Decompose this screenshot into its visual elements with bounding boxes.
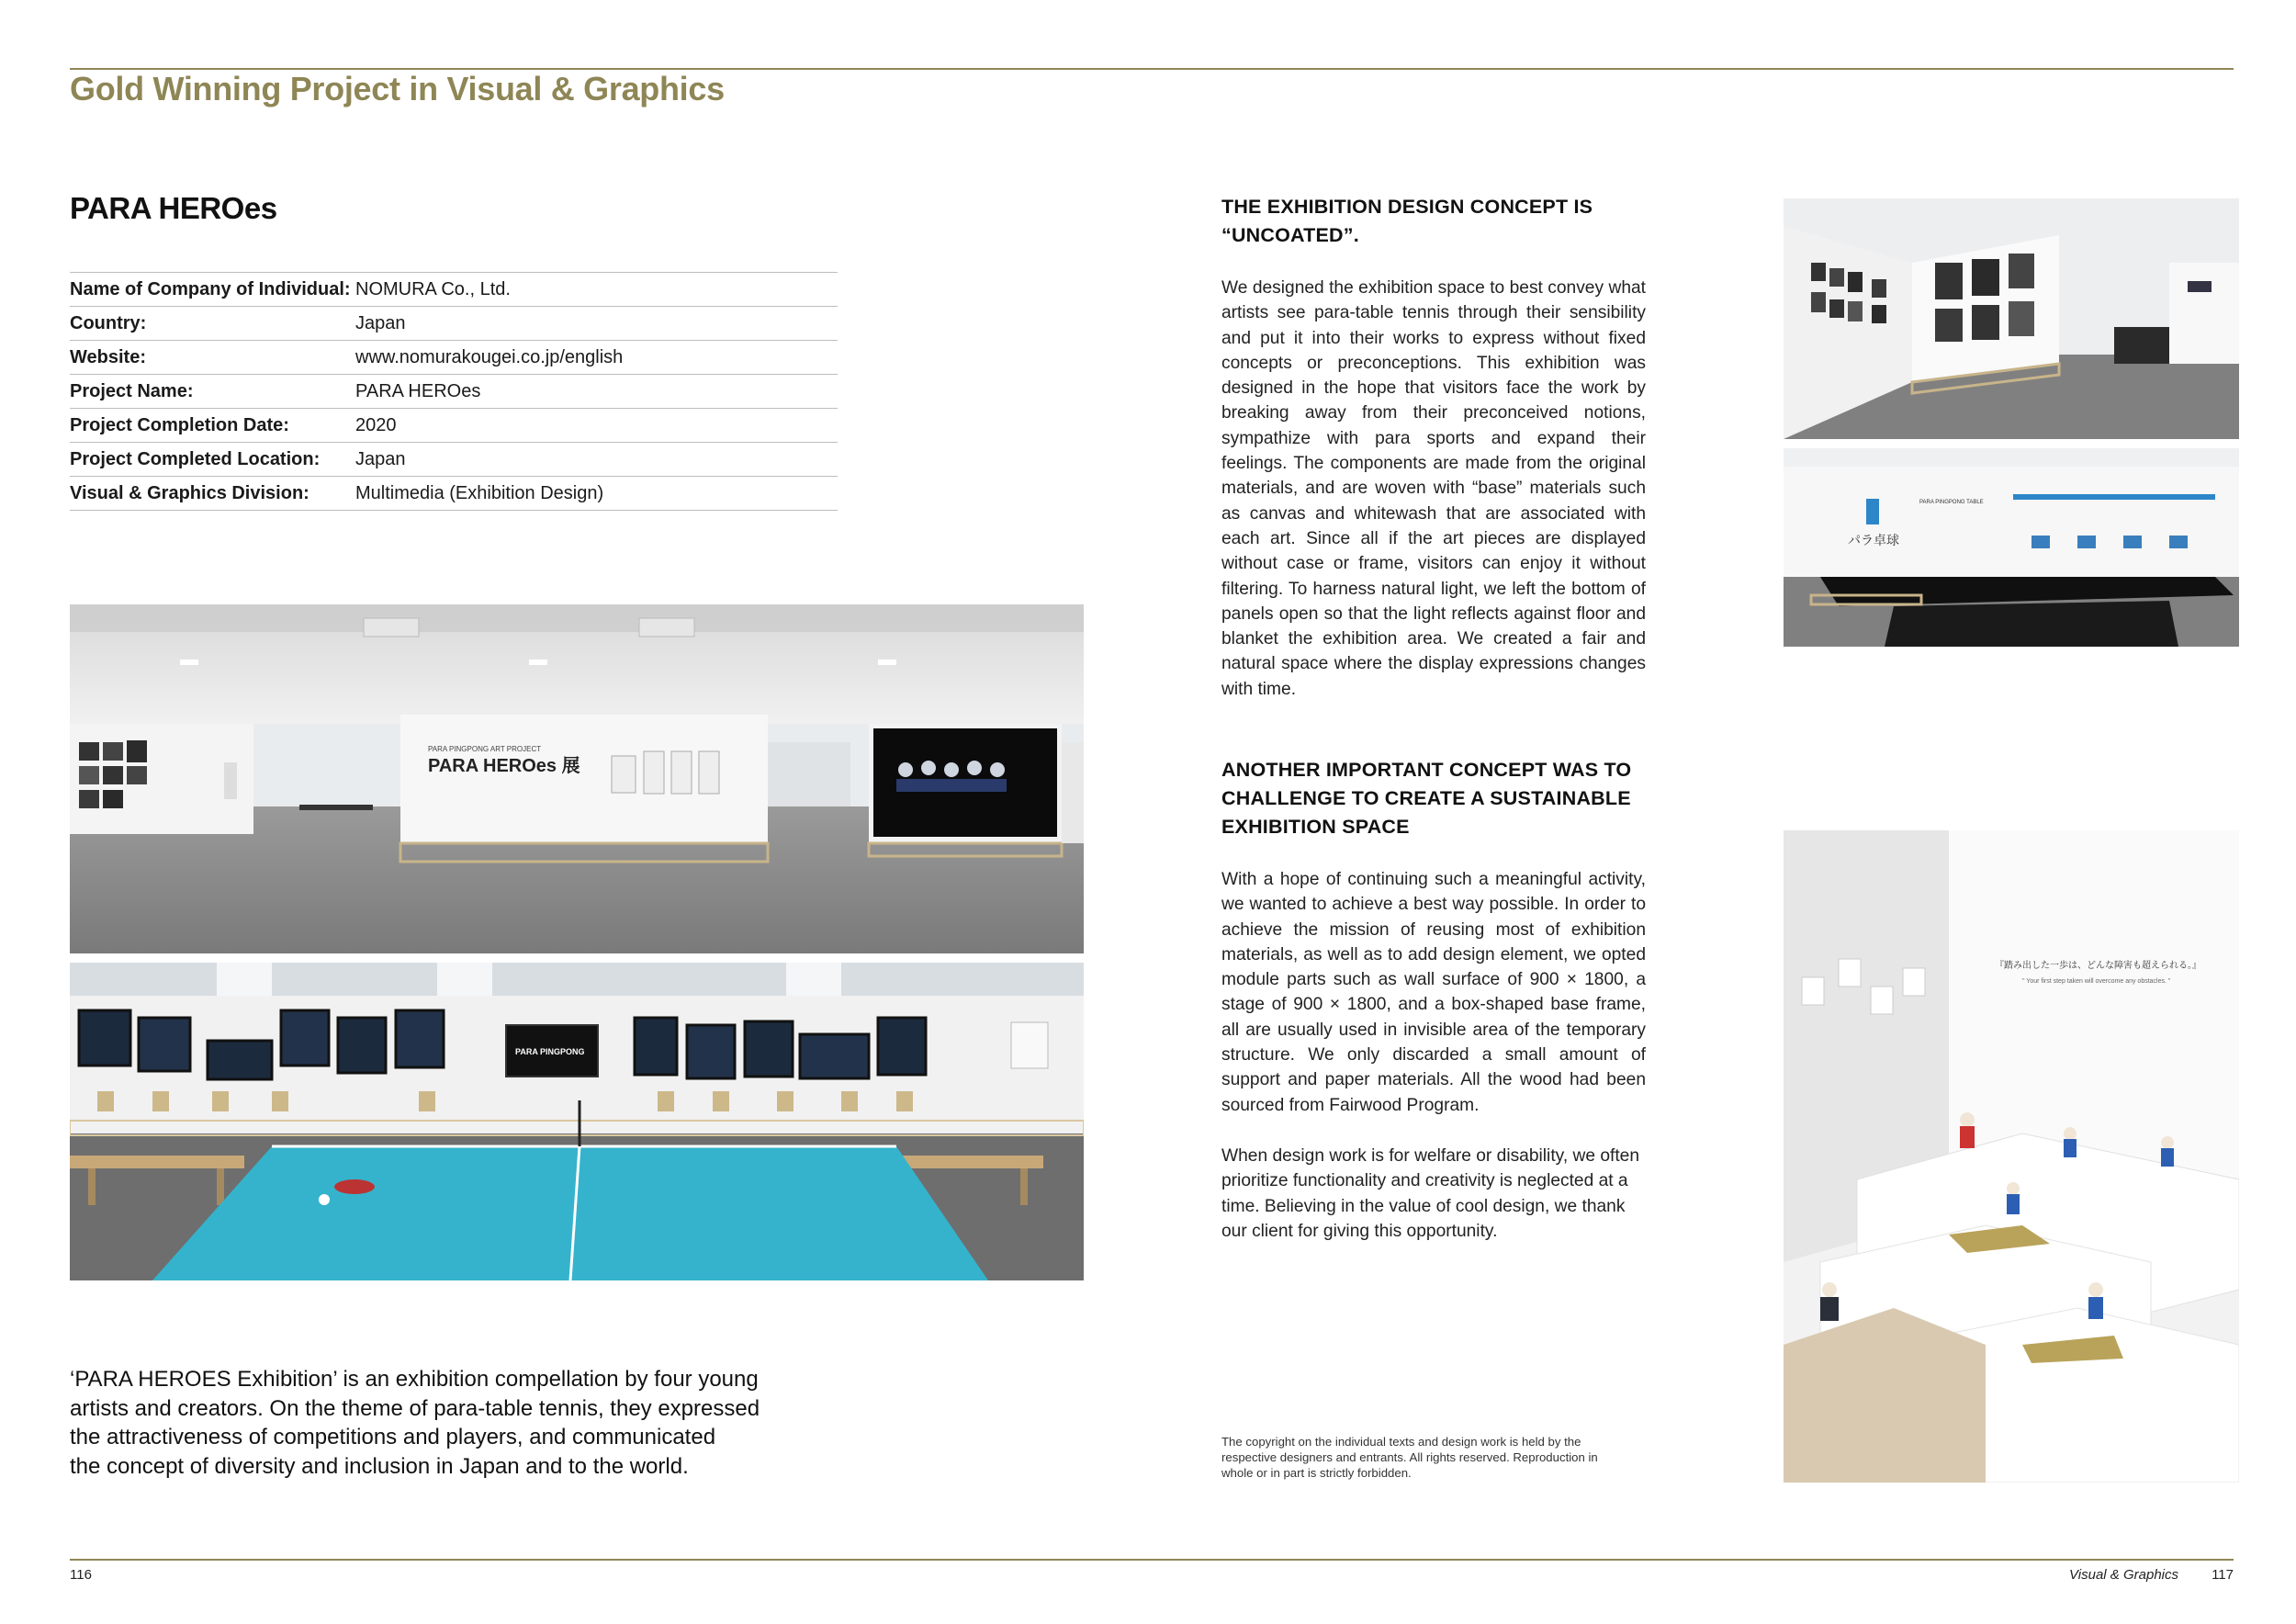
info-value: NOMURA Co., Ltd. [355, 278, 511, 299]
project-info-table [70, 272, 838, 511]
footer-rule [70, 1559, 2234, 1561]
info-value: Multimedia (Exhibition Design) [355, 482, 604, 503]
exhibition-hall-photo [70, 604, 1084, 953]
info-label: Project Completion Date: [70, 414, 289, 435]
table-row [70, 273, 838, 307]
figures-quote-jp: 『踏み出した一歩は、どんな障害も超えられる。』 [1995, 961, 2201, 971]
table-row [70, 409, 838, 443]
table-gallery-photo [70, 963, 1084, 1280]
info-label: Project Completed Location: [70, 448, 321, 469]
table-row [70, 307, 838, 341]
hall-wall-small-text: PARA PINGPONG ART PROJECT [428, 745, 542, 753]
info-label: Name of Company of Individual: [70, 278, 351, 299]
counter-brand-text: パラ卓球 [1848, 534, 1899, 548]
copyright-notice [1221, 1434, 1653, 1481]
info-label: Visual & Graphics Division: [70, 482, 310, 503]
info-label: Project Name: [70, 380, 194, 401]
info-value: Japan [355, 312, 406, 333]
counter-label-text: PARA PINGPONG TABLE [1919, 500, 1984, 505]
heading-line: THE EXHIBITION DESIGN CONCEPT IS [1221, 196, 1593, 218]
project-title: PARA HEROes [70, 191, 277, 225]
info-label: Website: [70, 346, 146, 367]
copyright-line: The copyright on the individual texts and design work is held by the [1221, 1435, 1581, 1449]
hall-wall-main-text: PARA HEROes 展 [428, 756, 580, 776]
page-number-left: 116 [70, 1567, 92, 1583]
counter-photo [1784, 448, 2239, 647]
heading-line: “UNCOATED”. [1221, 224, 1359, 246]
table-row [70, 341, 838, 375]
summary-line: the attractiveness of competitions and players, and communicated [70, 1425, 716, 1449]
table-row [70, 477, 838, 511]
screen-text: PARA PINGPONG [515, 1047, 585, 1056]
copyright-line: respective designers and entrants. All rights reserved. Reproduction in [1221, 1450, 1598, 1464]
concept1-body: We designed the exhibition space to best convey what artists see para-table tennis through their sensibility and put it into their works to express without fixed concepts or preconceptions. This exhibition was designed in the hope that visitors face the work by breaking away from their preconceived notions, sympathize with para sports and expand their feelings. The components are made from the original materials, and are woven with “base” materials such as canvas and whitewash that are associated with each art. Since all if the art pieces are displayed without case or frame, visitors can enjoy it without filtering. To harness natural light, we left the bottom of panels open so that the light reflects against floor and blanket the exhibition area. We created a fair and natural space where the display expressions changes with time. [1221, 278, 1646, 699]
info-value: www.nomurakougei.co.jp/english [355, 346, 624, 367]
table-row [70, 375, 838, 409]
concept2-heading [1221, 756, 1631, 841]
copyright-line: whole or in part is strictly forbidden. [1221, 1466, 1412, 1480]
summary-line: artists and creators. On the theme of para-table tennis, they expressed [70, 1395, 760, 1421]
heading-line: CHALLENGE TO CREATE A SUSTAINABLE [1221, 787, 1631, 809]
info-value: 2020 [355, 414, 397, 435]
concept2-body-1: With a hope of continuing such a meaningful activity, we wanted to achieve a best way possible. In order to achieve the mission of reusing most of exhibition materials, as well as to add design element, we opted module parts such as wall surface of 900 × 1800, a stage of 900 × 1800, and a box-shaped base frame, all are usually used in invisible area of the temporary structure. We only discarded a small amount of support and paper materials. All the wood had been sourced from Fairwood Program. [1221, 870, 1646, 1115]
table-row [70, 443, 838, 477]
exhibition-room-photo [1784, 198, 2239, 439]
heading-line: ANOTHER IMPORTANT CONCEPT WAS TO [1221, 759, 1632, 781]
project-summary [70, 1365, 805, 1481]
figures-photo [1784, 830, 2239, 1483]
heading-line: EXHIBITION SPACE [1221, 816, 1410, 838]
page-number-right: 117 [2212, 1567, 2234, 1583]
page-header-title: Gold Winning Project in Visual & Graphics [70, 70, 725, 107]
info-value: PARA HEROes [355, 380, 481, 401]
summary-line: the concept of diversity and inclusion in Japan and to the world. [70, 1453, 689, 1479]
info-value: Japan [355, 448, 406, 469]
info-label: Country: [70, 312, 147, 333]
figures-quote-en: " Your first step taken will overcome any obstacles. " [2022, 978, 2171, 985]
concept1-heading [1221, 193, 1593, 250]
concept2-body-2: When design work is for welfare or disability, we often prioritize functionality and creativity is neglected at a time. Believing in the value of cool design, we thank our client for giving this opportunity. [1221, 1146, 1640, 1241]
summary-line: ‘PARA HEROES Exhibition’ is an exhibition compellation by four young [70, 1367, 759, 1392]
footer-section: Visual & Graphics [2069, 1567, 2178, 1583]
